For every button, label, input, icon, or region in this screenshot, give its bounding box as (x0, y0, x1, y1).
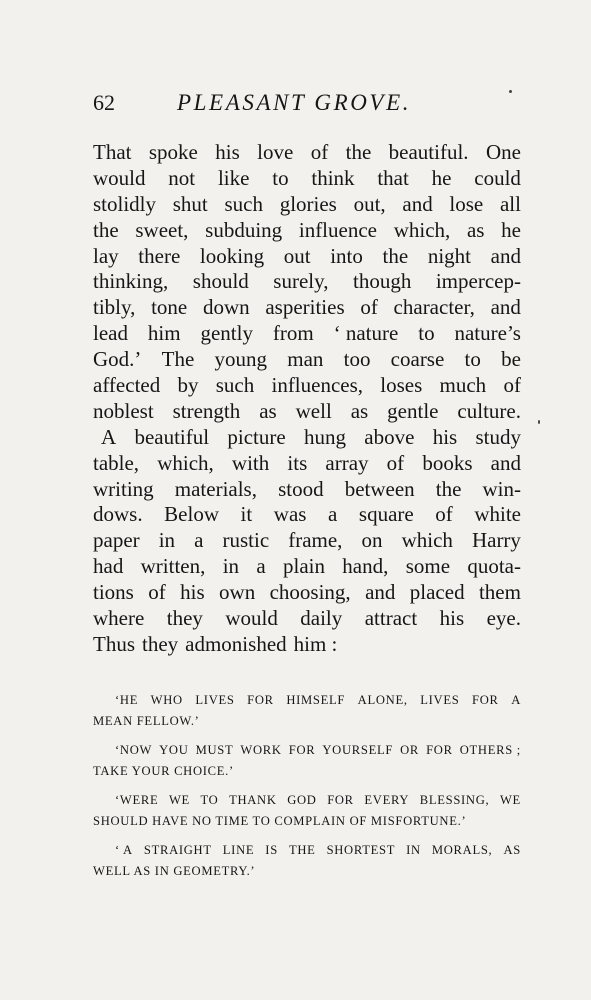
word: Thus (93, 631, 135, 656)
word: could (474, 165, 521, 190)
word: study (475, 424, 521, 449)
word: eye. (486, 606, 521, 631)
word: his (180, 580, 205, 605)
text-line (93, 347, 521, 373)
word: influences, (271, 373, 364, 398)
word: the (93, 217, 119, 242)
quotation (93, 790, 521, 831)
quotation-word: LIVES (420, 693, 460, 707)
word: dows. (93, 502, 143, 527)
quotation-word: WHO (150, 693, 183, 707)
word: the (382, 243, 409, 268)
word: win- (482, 476, 521, 501)
quotation-word: A (511, 693, 521, 707)
quotation-word: FOR (426, 743, 453, 757)
word: be (501, 347, 521, 372)
word: glories (279, 191, 337, 216)
word: array (325, 450, 369, 475)
quotation-word: LIVES (195, 693, 235, 707)
word: surely, (273, 269, 329, 294)
word: to (272, 165, 289, 190)
quotation-line: WELL AS IN GEOMETRY.’ (93, 863, 256, 878)
text-line (93, 580, 521, 606)
quotation-word: FOR (247, 693, 274, 707)
text-line (93, 425, 521, 451)
word: daily (300, 606, 343, 631)
quotation-word: FOR (327, 793, 354, 807)
word: love (257, 140, 294, 164)
quotation-word: ‘WERE (115, 793, 159, 807)
text-line (93, 373, 521, 399)
quotation-line (93, 740, 521, 761)
body-text (93, 140, 521, 658)
ink-speck (509, 90, 512, 93)
word: and (365, 580, 396, 605)
text-line (93, 218, 521, 244)
text-line (93, 477, 521, 503)
word: was (273, 502, 307, 527)
word: night (427, 243, 471, 268)
word: coarse (390, 347, 445, 372)
word: materials, (174, 476, 257, 501)
text-line (93, 166, 521, 192)
word: written, (140, 554, 206, 579)
word: into (330, 243, 363, 268)
word: some (405, 554, 451, 579)
word: and (490, 243, 521, 268)
quotation-word: ‘HE (115, 693, 139, 707)
word: such (215, 373, 255, 398)
ink-speck (538, 420, 540, 424)
quotation-word: FOR (288, 743, 316, 757)
word: between (344, 476, 415, 501)
word: man (287, 347, 324, 372)
word: spoke (148, 140, 198, 164)
quotation-word: IS (265, 843, 278, 857)
word: young (214, 347, 268, 372)
quotation-word: OR (400, 743, 420, 757)
word: in (222, 554, 240, 579)
word: picture (227, 424, 286, 449)
word: he (501, 217, 521, 242)
word: his (439, 606, 465, 631)
word: quota- (467, 554, 521, 579)
word: not (168, 165, 196, 190)
word: by (177, 373, 199, 398)
word: lose (449, 191, 484, 216)
word: paper (93, 528, 140, 553)
quotation-word: MORALS, (431, 843, 493, 857)
word: which, (157, 450, 214, 475)
word: of (360, 295, 378, 320)
word: beautiful. (388, 140, 469, 164)
word: stood (278, 476, 324, 501)
word: they (142, 631, 179, 656)
text-line (93, 502, 521, 528)
word: white (474, 502, 521, 527)
quotation-word: BLESSING, (419, 793, 490, 807)
word: as (350, 398, 369, 423)
quotation-word: WE (168, 793, 190, 807)
word: character, (393, 295, 475, 320)
quotation-word: OTHERS ; (459, 743, 521, 757)
word: of (148, 580, 166, 605)
word: writing (93, 476, 154, 501)
word: culture. (457, 398, 521, 423)
quotation-word: WORK (240, 743, 282, 757)
word: of (503, 373, 521, 398)
word: like (217, 165, 250, 190)
word: had (93, 554, 124, 579)
word: gentle (387, 398, 439, 423)
text-line (93, 269, 521, 295)
quotations-block (93, 690, 521, 890)
word: its (287, 450, 308, 475)
word: and (490, 450, 521, 475)
word: should (192, 269, 249, 294)
quotation (93, 690, 521, 731)
word: A (101, 424, 117, 449)
word: impercep- (435, 269, 521, 294)
word: gently (200, 321, 253, 346)
word: loses (380, 373, 423, 398)
word: in (158, 528, 176, 553)
quotation-word: ALONE, (357, 693, 408, 707)
text-line (93, 399, 521, 425)
word: hung (303, 424, 346, 449)
text-line (93, 632, 521, 658)
word: a (328, 502, 338, 527)
quotation (93, 740, 521, 781)
word: well (295, 398, 332, 423)
word: of (435, 502, 453, 527)
word: ‘ nature (333, 321, 399, 346)
word: the (435, 476, 462, 501)
text-line (93, 554, 521, 580)
word: where (93, 606, 145, 631)
word: subduing (205, 217, 283, 242)
quotation-word: YOURSELF (322, 743, 394, 757)
quotation-word: TO (200, 793, 219, 807)
page-number: 62 (93, 90, 115, 115)
word: choosing, (269, 580, 351, 605)
word: and (490, 295, 521, 320)
word: such (224, 191, 263, 216)
word: square (358, 502, 414, 527)
word: a (256, 554, 266, 579)
word: own (219, 580, 256, 605)
quotation-word: HIMSELF (286, 693, 346, 707)
quotation-word: AS (503, 843, 521, 857)
quotation-word: LINE (222, 843, 255, 857)
quotation-word: WE (499, 793, 521, 807)
text-line (93, 192, 521, 218)
word: shut (172, 191, 208, 216)
word: God.’ (93, 347, 142, 372)
page-header (93, 88, 533, 122)
word: out, (353, 191, 386, 216)
quotation-line: SHOULD HAVE NO TIME TO COMPLAIN OF MISFORTUNE.’ (93, 813, 467, 828)
quotation-word: MUST (195, 743, 234, 757)
word: them (478, 580, 521, 605)
word: admonished (185, 631, 287, 656)
word: it (240, 502, 253, 527)
word: his (215, 140, 240, 164)
text-line (93, 321, 521, 347)
quotation-line: TAKE YOUR CHOICE.’ (93, 763, 234, 778)
word: which, (393, 217, 451, 242)
quotation-word: THE (288, 843, 316, 857)
word: that (377, 165, 409, 190)
quotation-word: FOR (472, 693, 499, 707)
word: noblest (93, 398, 154, 423)
quotation-word: STRAIGHT (143, 843, 212, 857)
word: much (439, 373, 487, 398)
word: strength (172, 398, 241, 423)
word: of (310, 140, 329, 164)
quotation-line: MEAN FELLOW.’ (93, 713, 200, 728)
quotation-line (93, 840, 521, 861)
word: too (343, 347, 371, 372)
text-line (93, 528, 521, 554)
word: thinking, (93, 269, 169, 294)
word: as (259, 398, 277, 423)
word: influence (298, 217, 377, 242)
word: The (161, 347, 195, 372)
word: they (166, 606, 203, 631)
quotation-word: ‘ A (115, 843, 133, 857)
quotation-word: ‘NOW (115, 743, 153, 757)
quotation (93, 840, 521, 881)
quotation-word: SHORTEST (326, 843, 396, 857)
word: tibly, (93, 295, 136, 320)
word: the (345, 140, 372, 164)
word: which (401, 528, 453, 553)
word: of (386, 450, 405, 475)
text-line (93, 295, 521, 321)
word: from (272, 321, 314, 346)
word: lead (93, 321, 128, 346)
word: hand, (342, 554, 389, 579)
word: looking (199, 243, 265, 268)
word: all (499, 191, 521, 216)
word: down (202, 295, 250, 320)
word: tions (93, 580, 134, 605)
word: with (231, 450, 270, 475)
quotation-word: THANK (229, 793, 277, 807)
word: beautiful (134, 424, 210, 449)
word: lay (93, 243, 119, 268)
word: tone (151, 295, 188, 320)
word: plain (282, 554, 325, 579)
word: nature’s (454, 321, 521, 346)
word: table, (93, 450, 140, 475)
word: affected (93, 373, 161, 398)
word: he (431, 165, 452, 190)
quotation-word: EVERY (364, 793, 410, 807)
word: above (364, 424, 415, 449)
word: to (464, 347, 481, 372)
word: would (93, 165, 146, 190)
word: him (147, 321, 181, 346)
text-line (93, 140, 521, 166)
word: placed (409, 580, 465, 605)
word: as (466, 217, 485, 242)
quotation-line (93, 690, 521, 711)
word: rustic (222, 528, 270, 553)
word: think (311, 165, 355, 190)
word: though (353, 269, 412, 294)
word: him : (293, 631, 338, 656)
text-line (93, 606, 521, 632)
word: frame, (288, 528, 343, 553)
word: attract (364, 606, 418, 631)
quotation-word: IN (406, 843, 421, 857)
text-line (93, 451, 521, 477)
running-head: PLEASANT GROVE. (177, 90, 412, 115)
word: his (432, 424, 458, 449)
quotation-word: YOU (159, 743, 189, 757)
word: sweet, (135, 217, 189, 242)
word: would (225, 606, 278, 631)
word: Harry (471, 528, 521, 553)
word: on (361, 528, 383, 553)
text-line (93, 244, 521, 270)
word: to (418, 321, 435, 346)
word: and (402, 191, 433, 216)
word: there (138, 243, 181, 268)
word: asperities (265, 295, 345, 320)
word: a (194, 528, 204, 553)
word: out (283, 243, 311, 268)
quotation-line (93, 790, 521, 811)
word: stolidly (93, 191, 157, 216)
word: books (422, 450, 473, 475)
word: That (93, 140, 132, 164)
word: One (485, 140, 521, 164)
word: Below (164, 502, 219, 527)
quotation-word: GOD (287, 793, 317, 807)
